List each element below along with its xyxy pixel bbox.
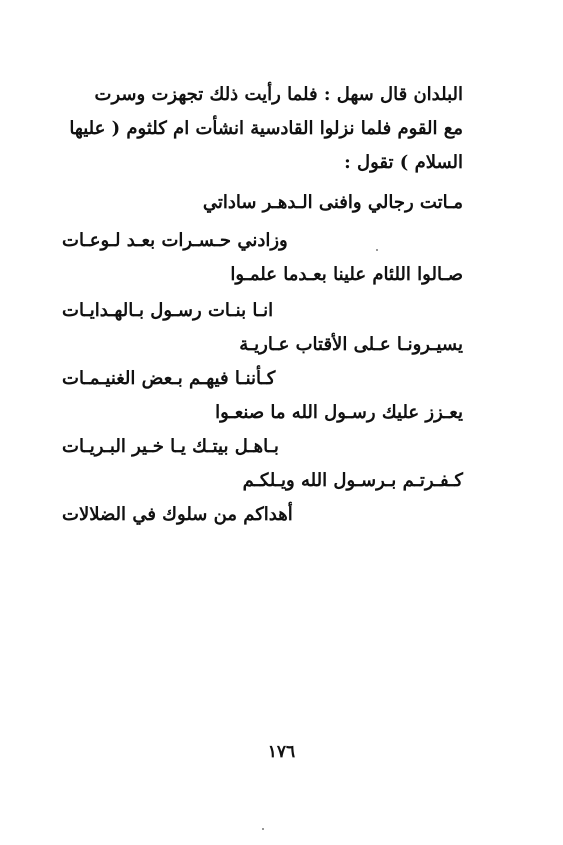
poem-verse: يعـزز عليك رسـول الله ما صنعـوا [215,402,463,423]
prose-line: السلام ) تقول : [344,152,463,173]
poem-verse: صـالوا اللئام علينا بعـدما علمـوا [230,264,463,285]
poem-verse: مـاتت رجالي وافنى الـدهـر ساداتي [202,192,463,213]
poem-verse: يسيـرونـا عـلى الأقتاب عـاريـة [239,334,463,355]
poem-verse: وزادني حـسـرات بعـد لـوعـات [62,230,288,251]
print-speck [376,249,378,251]
page-number: ١٧٦ [267,742,296,762]
poem-verse: كـأننـا فيهـم بـعض الغنيـمـات [62,368,276,389]
poem-verse: بـاهـل بيتـك يـا خـير البـريـات [62,436,279,457]
prose-line: مع القوم فلما نزلوا القادسية انشأت ام كلثوم ( عليها [69,118,463,139]
poem-verse: انـا بنـات رسـول بـالهـدايـات [62,300,274,321]
print-speck [262,828,264,830]
poem-verse: أهداكم من سلوك في الضلالات [62,504,293,525]
prose-paragraph [44,78,463,180]
poem-verse: كـفـرتـم بـرسـول الله ويـلكـم [242,470,463,491]
prose-line: البلدان قال سهل : فلما رأيت ذلك تجهزت وسرت [94,84,463,105]
